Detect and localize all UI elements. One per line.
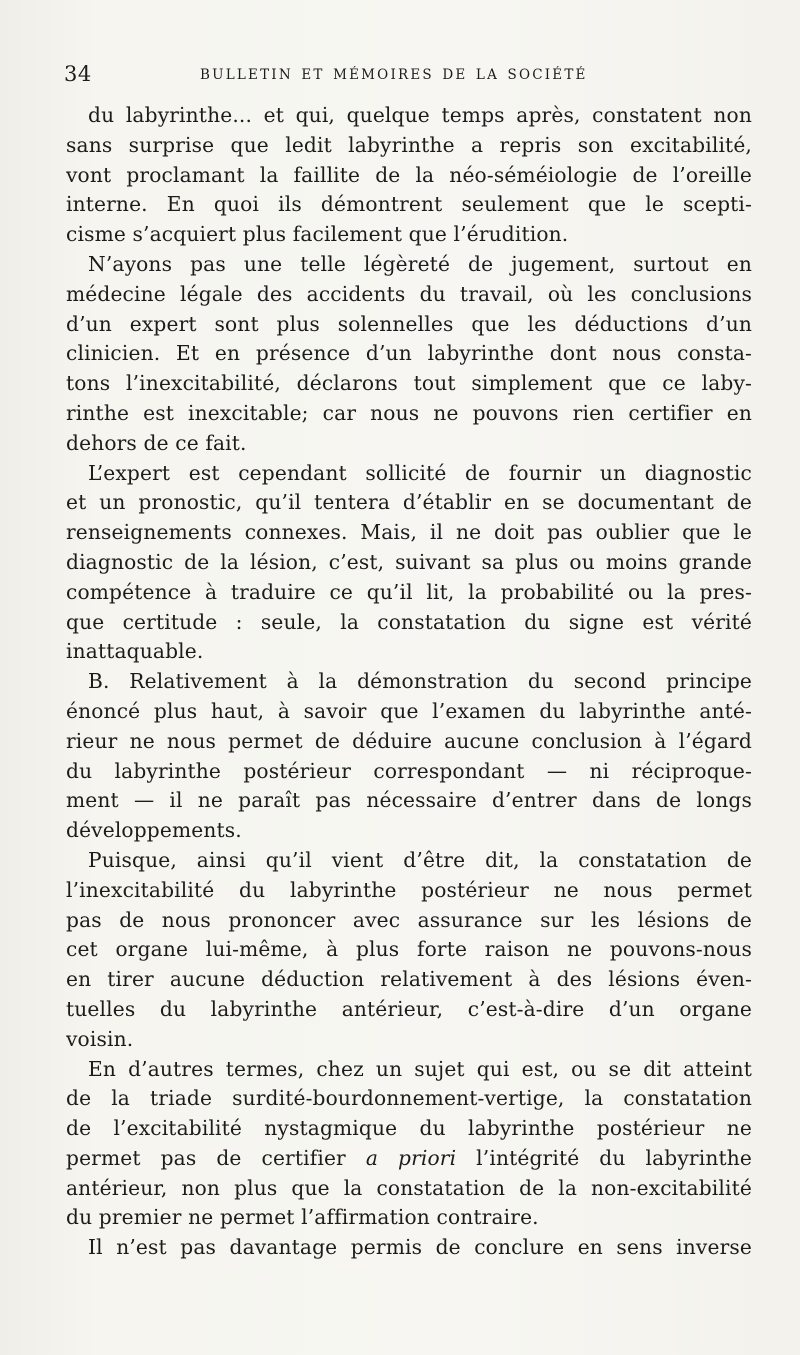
text-line: L’expert est cependant sollicité de fournir un diagnostic [88, 460, 752, 485]
paragraph [66, 101, 752, 250]
page-number: 34 [64, 62, 92, 86]
text-line: sans surprise que ledit labyrinthe a repris son excitabilité, [66, 132, 752, 157]
text-line: cisme s’acquiert plus facilement que l’érudition. [66, 222, 569, 247]
text-line: tons l’inexcitabilité, déclarons tout simplement que ce laby- [66, 371, 752, 396]
text-line: et un pronostic, qu’il tentera d’établir en se documentant de [66, 490, 752, 515]
text-line: permet pas de certifier a priori l’intégrité du labyrinthe [66, 1145, 752, 1170]
text-line: cet organe lui-même, à plus forte raison ne pouvons-nous [66, 937, 752, 962]
italic-phrase: a priori [365, 1145, 457, 1170]
text-line: de l’excitabilité nystagmique du labyrinthe postérieur ne [66, 1116, 752, 1141]
body-text [66, 101, 752, 1263]
running-head: BULLETIN ET MÉMOIRES DE LA SOCIÉTÉ [200, 67, 588, 83]
paragraph [66, 250, 752, 459]
text-line: rinthe est inexcitable; car nous ne pouvons rien certifier en [66, 400, 752, 425]
text-line: du labyrinthe... et qui, quelque temps après, constatent non [88, 103, 752, 127]
text-line: en tirer aucune déduction relativement à des lésions éven- [66, 967, 752, 992]
text-line: interne. En quoi ils démontrent seulement que le scepti- [66, 192, 752, 217]
paragraph [66, 459, 752, 668]
text-line: dehors de ce fait. [66, 430, 247, 455]
text-line: vont proclamant la faillite de la néo-séméiologie de l’oreille [66, 162, 752, 187]
text-line: antérieur, non plus que la constatation de la non-excitabilité [66, 1175, 752, 1200]
paragraph [66, 1233, 752, 1263]
text-line: Puisque, ainsi qu’il vient d’être dit, la constatation de [88, 847, 752, 872]
text-line: de la triade surdité-bourdonnement-vertige, la constatation [66, 1086, 752, 1111]
text-line: clinicien. Et en présence d’un labyrinthe dont nous consta- [66, 341, 752, 366]
text-line: voisin. [66, 1026, 134, 1051]
text-line: pas de nous prononcer avec assurance sur les lésions de [66, 907, 752, 932]
text-line: développements. [66, 818, 242, 843]
text-line: En d’autres termes, chez un sujet qui est, ou se dit atteint [88, 1056, 752, 1081]
text-line: B. Relativement à la démonstration du second principe [88, 669, 752, 694]
paragraph [66, 667, 752, 846]
text-line: d’un expert sont plus solennelles que les déductions d’un [66, 311, 752, 336]
text-line: compétence à traduire ce qu’il lit, la probabilité ou la pres- [66, 579, 752, 604]
text-line: renseignements connexes. Mais, il ne doit pas oublier que le [66, 520, 752, 545]
text-line: rieur ne nous permet de déduire aucune conclusion à l’égard [66, 728, 752, 753]
text-line: énoncé plus haut, à savoir que l’examen du labyrinthe anté- [66, 698, 752, 723]
text-line: du labyrinthe postérieur correspondant — ni réciproque- [66, 758, 752, 783]
text-line: l’inexcitabilité du labyrinthe postérieur ne nous permet [66, 877, 752, 902]
paragraph [66, 1055, 752, 1234]
text-line: que certitude : seule, la constatation du signe est vérité [66, 609, 752, 634]
text-line: inattaquable. [66, 639, 204, 664]
text-line: du premier ne permet l’affirmation contraire. [66, 1205, 539, 1230]
text-line: N’ayons pas une telle légèreté de jugement, surtout en [88, 251, 752, 276]
text-line: Il n’est pas davantage permis de conclure en sens inverse [88, 1235, 752, 1260]
text-line: ment — il ne paraît pas nécessaire d’entrer dans de longs [66, 788, 752, 813]
text-line: tuelles du labyrinthe antérieur, c’est-à-dire d’un organe [66, 996, 752, 1021]
paragraph [66, 846, 752, 1055]
text-line: médecine légale des accidents du travail, où les conclusions [66, 281, 752, 306]
page-header [64, 62, 754, 92]
text-line: diagnostic de la lésion, c’est, suivant sa plus ou moins grande [66, 549, 752, 574]
